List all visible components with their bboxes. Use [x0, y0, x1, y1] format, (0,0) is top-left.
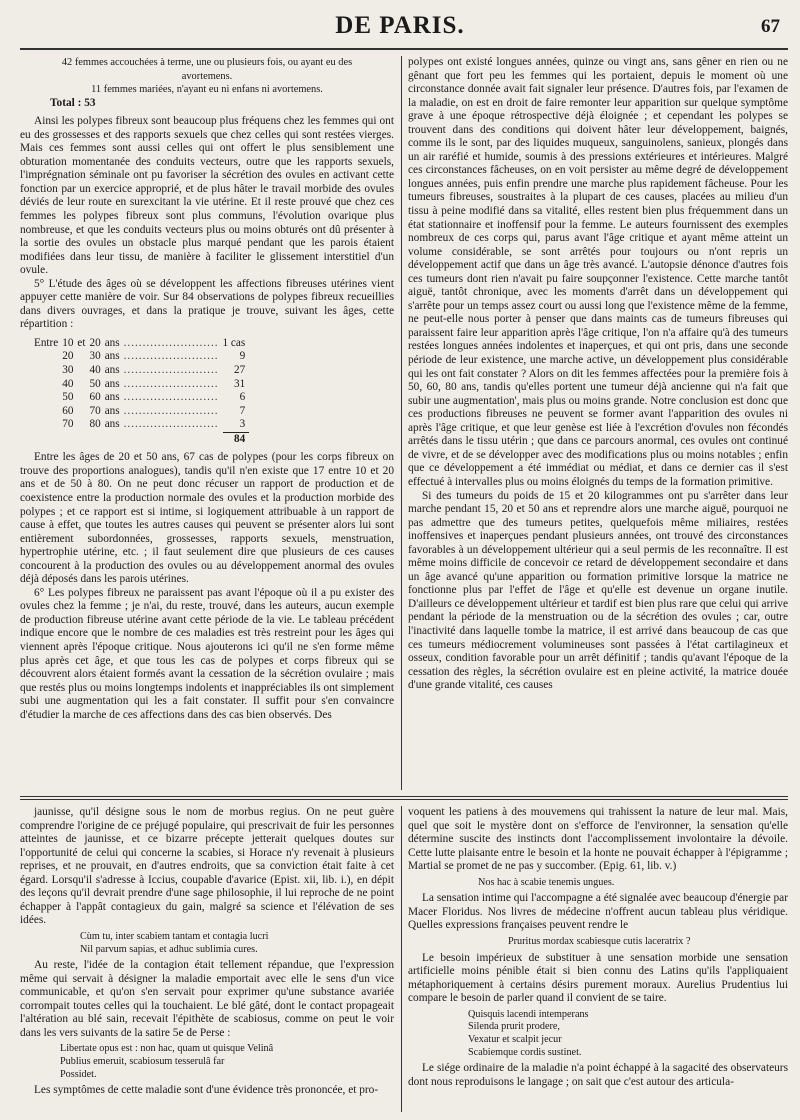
dots: ......................... [123, 364, 219, 377]
martial-quote: Nos hac à scabie tenemis ungues. [478, 876, 615, 888]
age-to: 40 [89, 364, 101, 377]
age-from: 20 [62, 350, 74, 363]
stat-total: Total : 53 [50, 96, 96, 109]
age-row-label [34, 378, 62, 392]
feuilleton-paragraph: Les symptômes de cette maladie sont d'une évidence très prononcée, et pro- [34, 1084, 379, 1097]
age-from: 70 [62, 418, 74, 431]
age-row-label [34, 391, 62, 405]
quote-line: Cùm tu, inter scabiem tantam et contagia lucri [80, 930, 269, 942]
age-unit: ans [104, 377, 120, 390]
feuilleton-rule-top [20, 796, 788, 797]
age-total-spacer [90, 432, 105, 446]
age-total-spacer [34, 432, 62, 446]
macer-quote: Pruritus mordax scabiesque cutis laceratrix ? [508, 935, 691, 947]
age-row [34, 337, 249, 351]
feuilleton-rule-bottom [20, 799, 788, 800]
age-count: 3 [239, 418, 246, 431]
feuilleton-paragraph: Le besoin impérieux de substituer à une sensation morbide une sensation artificielle moins pénible était si bien connu des Latins qu'ils l'appliquaient métaphoriquement à certains désirs purement moraux. Aurelius Prudentius lui compare le besoin de parler quand il convient de se taire. [408, 951, 788, 1005]
age-from: 40 [62, 377, 74, 390]
age-total-spacer [124, 432, 223, 446]
age-row [34, 391, 249, 405]
age-row [34, 378, 249, 392]
perse-quote [20, 1040, 394, 1084]
age-row-label [34, 405, 62, 419]
age-from: 10 [62, 336, 74, 349]
quote-line: Publius emeruit, scabiosum tesserulâ far [60, 1055, 225, 1067]
age-row [34, 418, 249, 432]
age-unit: ans [104, 350, 120, 363]
age-count: 31 [234, 377, 246, 390]
age-total-row [34, 432, 249, 446]
feuilleton-divider [401, 806, 402, 1112]
age-count: 1 cas [222, 336, 246, 349]
age-row-label [34, 418, 62, 432]
age-distribution-table [34, 337, 249, 446]
age-to: 60 [89, 391, 101, 404]
feuilleton-column-left [20, 806, 394, 1112]
feuilleton-column-right [408, 806, 788, 1112]
stat-line-2: 11 femmes mariées, n'ayant eu ni enfans ni avortemens. [91, 84, 323, 96]
age-count: 6 [239, 391, 246, 404]
age-unit: ans [104, 336, 120, 349]
feuilleton-paragraph: voquent les patiens à des mouvemens qui trahissent la nature de leur mal. Mais, quel que soit le mystère dont on s'efforce de l'environner, la sensation qu'elle détermine suscite des instincts dont l'accomplissement involontaire la dévoile. Cette lutte plaisante entre le besoin et la honte ne pouvait échapper à l'épigramme ; Martial se promet de ne pas y succomber. (Epig. 61, lib. v.) [408, 806, 788, 873]
page-number: 67 [761, 16, 780, 37]
column-2 [408, 56, 788, 790]
column-divider [401, 56, 402, 790]
dots: ......................... [123, 391, 219, 404]
age-unit: ans [104, 418, 120, 431]
age-total-spacer [105, 432, 124, 446]
age-and [77, 418, 89, 432]
feuilleton-paragraph: jaunisse, qu'il désigne sous le nom de morbus regius. On ne peut guère comprendre l'origine de ce préjugé populaire, qui prescrivait de fuir les personnes atteintes de jaunisse, et ce bizarre précepte jetterait quelques doutes sur l'opportunité de celui qui concerne la scabies, si Horace n'y revenait à plusieurs reprises, et ne prouvait, en d'autres endroits, que sa conviction était faite à cet égard. Lorsqu'il s'adresse à Iccius, coupable d'avarice (Epist. xii, lib. i.), en dépit des leçons qu'il devrait prendre d'une sage philosophie, il lui reproche de ne point échapper à l'appât contagieux du gain, malgré sa science et l'élévation de ses idées. [20, 806, 394, 927]
age-row [34, 364, 249, 378]
quote-line: Libertate opus est : non hac, quam ut quisque Velinâ [60, 1043, 274, 1055]
dots: ......................... [123, 377, 219, 390]
age-to: 30 [89, 350, 101, 363]
feuilleton-paragraph: Le siége ordinaire de la maladie n'a point échappé à la sagacité des observateurs dont nous reproduisons le langage ; on sait que c'est autour des articula- [408, 1062, 788, 1088]
age-and [77, 378, 89, 392]
article-paragraph: Ainsi les polypes fibreux sont beaucoup plus fréquens chez les femmes qui ont eu des grossesses et des rapports sexuels que chez celles qui sont restées vierges. Mais ces femmes sont aussi celles qui ont offert le plus sensiblement une obturation momentanée des conduits vecteurs, outre que les rapports sexuels, l'imprégnation séminale ont pu favoriser la sécrétion des ovules en activant cette fonction par un exercice approprié, et de plus hâter le travail morbide des ovules déviés de leur route en surexcitant la vie utérine. Et il reste prouvé que chez ces femmes les polypes fibreux sont plus communs, l'évolution ovarique plus nombreuse, et que les conduits vecteurs plus ou moins obturés ont dû présenter à la sortie des ovules un obstacle plus marqué pendant que les parois étaient modifiées dans leur tissu, de manière à faciliter le glissement interstitiel d'un ovule. [20, 115, 394, 277]
age-to: 80 [89, 418, 101, 431]
page-header-title: DE PARIS. [335, 12, 465, 39]
age-total-spacer [77, 432, 89, 446]
quote-line: Silenda prurit prodere, [468, 1021, 560, 1033]
age-and [77, 405, 89, 419]
age-and [77, 391, 89, 405]
dots: ......................... [123, 336, 219, 349]
header-rule [20, 48, 788, 50]
age-unit: ans [104, 364, 120, 377]
article-paragraph: 6° Les polypes fibreux ne paraissent pas avant l'époque où il a pu exister des ovules chez la femme ; je n'ai, du reste, trouvé, dans les auteurs, aucun exemple de production fibreuse utérine avant cette période de la vie. Le tableau précédent indique encore que le nombre de ces maladies est très restreint pour les âges qui viennent après l'époque critique. Nous ajouterons ici qu'il ne s'en forme même plus après cet âge, et que tous les cas de polypes et corps fibreux qui se découvrent alors étaient formés avant la cessation de la sécrétion ovulaire ; mais que restés plus ou moins longtemps indolents et inappréciables ils ont simplement subi une augmentation qui les a fait constater. Il suffit pour s'en convaincre d'étudier la marche de ces affections dans des cas bien observés. Des [20, 586, 394, 721]
prudentius-quote [408, 1006, 788, 1062]
age-total-spacer [62, 432, 77, 446]
age-and: et [77, 336, 86, 349]
age-count: 27 [234, 364, 246, 377]
article-paragraph: Entre les âges de 20 et 50 ans, 67 cas de polypes (pour les corps fibreux on trouve des proportions analogues), tandis qu'il n'en existe que 17 entre 10 et 20 ans et de 50 à 80. On ne peut donc récuser un rapport de production et de coexistence entre la production normale des ovules et la production morbide des polypes ; et ce rapport est si intime, si logiquement attribuable à un rapport de cause à effet, que toutes les autres causes qui peuvent se présenter alors lui sont entièrement subordonnées, grossesses, rapports sexuels, menstruation, hypertrophie utérine, etc. ; il faut seulement dire que plusieurs de ces causes concourent à la production des ovules ou au développement anormal des ovules déjà déposés dans les parois utérines. [20, 451, 394, 586]
quote-line: Possidet. [60, 1068, 97, 1080]
age-and [77, 350, 89, 364]
dots: ......................... [123, 350, 219, 363]
age-row [34, 350, 249, 364]
age-row-label [34, 350, 62, 364]
age-row-label: Entre [34, 336, 59, 349]
age-and [77, 364, 89, 378]
article-paragraph: Si des tumeurs du poids de 15 et 20 kilogrammes ont pu s'arrêter dans leur marche pendant 15, 20 et 50 ans et reprendre alors une marche aiguë, pourquoi ne pas admettre que des tumeurs petites, quelquefois même miliaires, restées inoffensives et inaperçues pendant plusieurs années, ont trouvé des circonstances favorables à un développement ultérieur qui a seul permis de les reconnaître. Il est même moins difficile de concevoir ce retard de développement secondaire et dans un âge avancé qu'une apparition ou formation primitive lorsque la matrice ne fonctionne plus par l'effet de l'âge et qu'elle est devenue un organe inutile. D'ailleurs ce développement ultérieur et tardif est bien plus rare que celui qui arrive pendant la période de la menstruation ou de la sécrétion des ovules ; car, outre l'inactivité dans laquelle tombe la matrice, il est arrivé dans beaucoup de cas que ces tumeurs médiocrement volumineuses sont passées à l'état cartilagineux et osseux, condition favorable pour un arrêt définitif ; tandis qu'avant l'époque de la cessation des règles, la sécrétion ovulaire est en pleine activité, la matrice douée d'une grande vitalité, ces causes [408, 489, 788, 692]
stat-line-1: 42 femmes accouchées à terme, une ou plusieurs fois, ou ayant eu des avortemens. [61, 57, 353, 82]
feuilleton-paragraph: Au reste, l'idée de la contagion était tellement répandue, que l'expression même qui servait à désigner la maladie emportait avec elle le sens d'un vice communicable, et qu'on s'en servait pour exprimer qu'une substance avariée corrompait toutes celles qui la touchaient. Le blé gâté, dont le contact propageait l'altération au blé sain, recevait l'épithète de scabiosus, comme on peut le voir dans les vers suivants de la satire 5e de Perse : [20, 959, 394, 1039]
age-unit: ans [104, 391, 120, 404]
article-paragraph: polypes ont existé longues années, quinze ou vingt ans, sans gêner en rien ou ne gênant que fort peu les femmes qui les portaient, depuis le moment où une circonstance donnée avait fait signaler leur présence. D'autres fois, par l'examen de la maladie, on est en droit de faire remonter leur apparition sur quelque symptôme grave à une époque rétrospective déjà éloignée ; et cependant les polypes se trouvent dans des conditions qui doivent hâter leur développement, baignés, comme ils le sont, par des liquides muqueux, sanguinolens, sanieux, plongés dans un air raréfié et humide, soumis à des pressions extérieures et intérieures. Malgré ces circonstances fâcheuses, on en voit persister au même degré de développement longues années, puis enfin prendre une marche plus rapidement fâcheuse. Pour les tumeurs fibreuses, soustraites à la plupart de ces causes, placées au milieu d'un tissu à peine modifié dans sa vitalité, elles restent bien plus fréquemment dans un état stationnaire et inoffensif pour la femme. Le auteurs fournissent des exemples nombreux de ces corps qui, parus avant l'âge critique et ayant même atteint un volume considérable, se sont arrêtés pour toujours ou n'ont repris un développement actif que dans un âge très avancé. L'autopsie dénonce d'autres fois ces tumeurs dont rien n'avait pu faire soupçonner l'existence. Cette marche tantôt aiguë, tantôt chronique, avec les moments d'arrêt dans un développement qui s'arrête pour un temps assez court ou aussi long que l'existence même de la femme, ne peut-elle nous porter à penser que dans maints cas de tumeurs fibreuses qui paraissent faire leur apparition après l'âge critique, l'on n'a affaire qu'à des tumeurs restées longues années indolentes et inaperçues, et qui ont pris, dans une seconde période de leur existence, une marche active, un développement plus considérable qui les ont fait constater ? Alors on dit les femmes affectées pour la première fois à 50, 60, 80 ans, tandis qu'elles portent une tumeur déjà ancienne qui n'a fait que subir une augmentation', mais plus ou moins grande. Notre conclusion est donc que ces productions fibreuses ne peuvent se former avant l'apparition des ovules ni après l'âge critique, et que leur genèse est liée à l'excrétion d'ovules non fécondés arrêtés dans le tissu utérin ; que dans ce parcours anormal, ces ovules ont continué de vivre, et de se développer avec des modifications plus ou moins notables ; enfin que ce développement a été immédiat ou médiat, et dans ce dernier cas il s'est effectué à intervalles plus ou moins éloignés du temps de la formation primitive. [408, 56, 788, 488]
age-count: 9 [239, 350, 246, 363]
age-to: 20 [89, 336, 101, 349]
quote-line: Quisquis lacendi intemperans [468, 1008, 589, 1020]
age-row [34, 405, 249, 419]
dots: ......................... [123, 418, 219, 431]
age-row-label [34, 364, 62, 378]
age-from: 30 [62, 364, 74, 377]
age-from: 60 [62, 404, 74, 417]
quote-line: Nil parvum sapias, et adhuc sublimia cures. [80, 943, 258, 955]
feuilleton-paragraph: La sensation intime qui l'accompagne a été signalée avec beaucoup d'énergie par Macer Floridus. Nos livres de médecine n'offrent aucun tableau plus véridique. Quelles expressions françaises peuvent rendre le [408, 892, 788, 932]
dots: ......................... [123, 404, 219, 417]
horace-quote [20, 928, 394, 959]
age-to: 50 [89, 377, 101, 390]
column-1 [20, 56, 394, 790]
quote-line: Scabiemque cordis sustinet. [468, 1046, 582, 1058]
article-paragraph: 5° L'étude des âges où se développent les affections fibreuses utérines vient appuyer cette manière de voir. Sur 84 observations de polypes fibreux recueillies dans divers ouvrages, et dans la pratique je trouve, suivant les âges, cette répartition : [20, 277, 394, 331]
age-unit: ans [104, 404, 120, 417]
age-from: 50 [62, 391, 74, 404]
age-to: 70 [89, 404, 101, 417]
age-total: 84 [223, 432, 250, 446]
quote-line: Vexatur et scalpit jecur [468, 1033, 562, 1045]
age-count: 7 [239, 404, 246, 417]
